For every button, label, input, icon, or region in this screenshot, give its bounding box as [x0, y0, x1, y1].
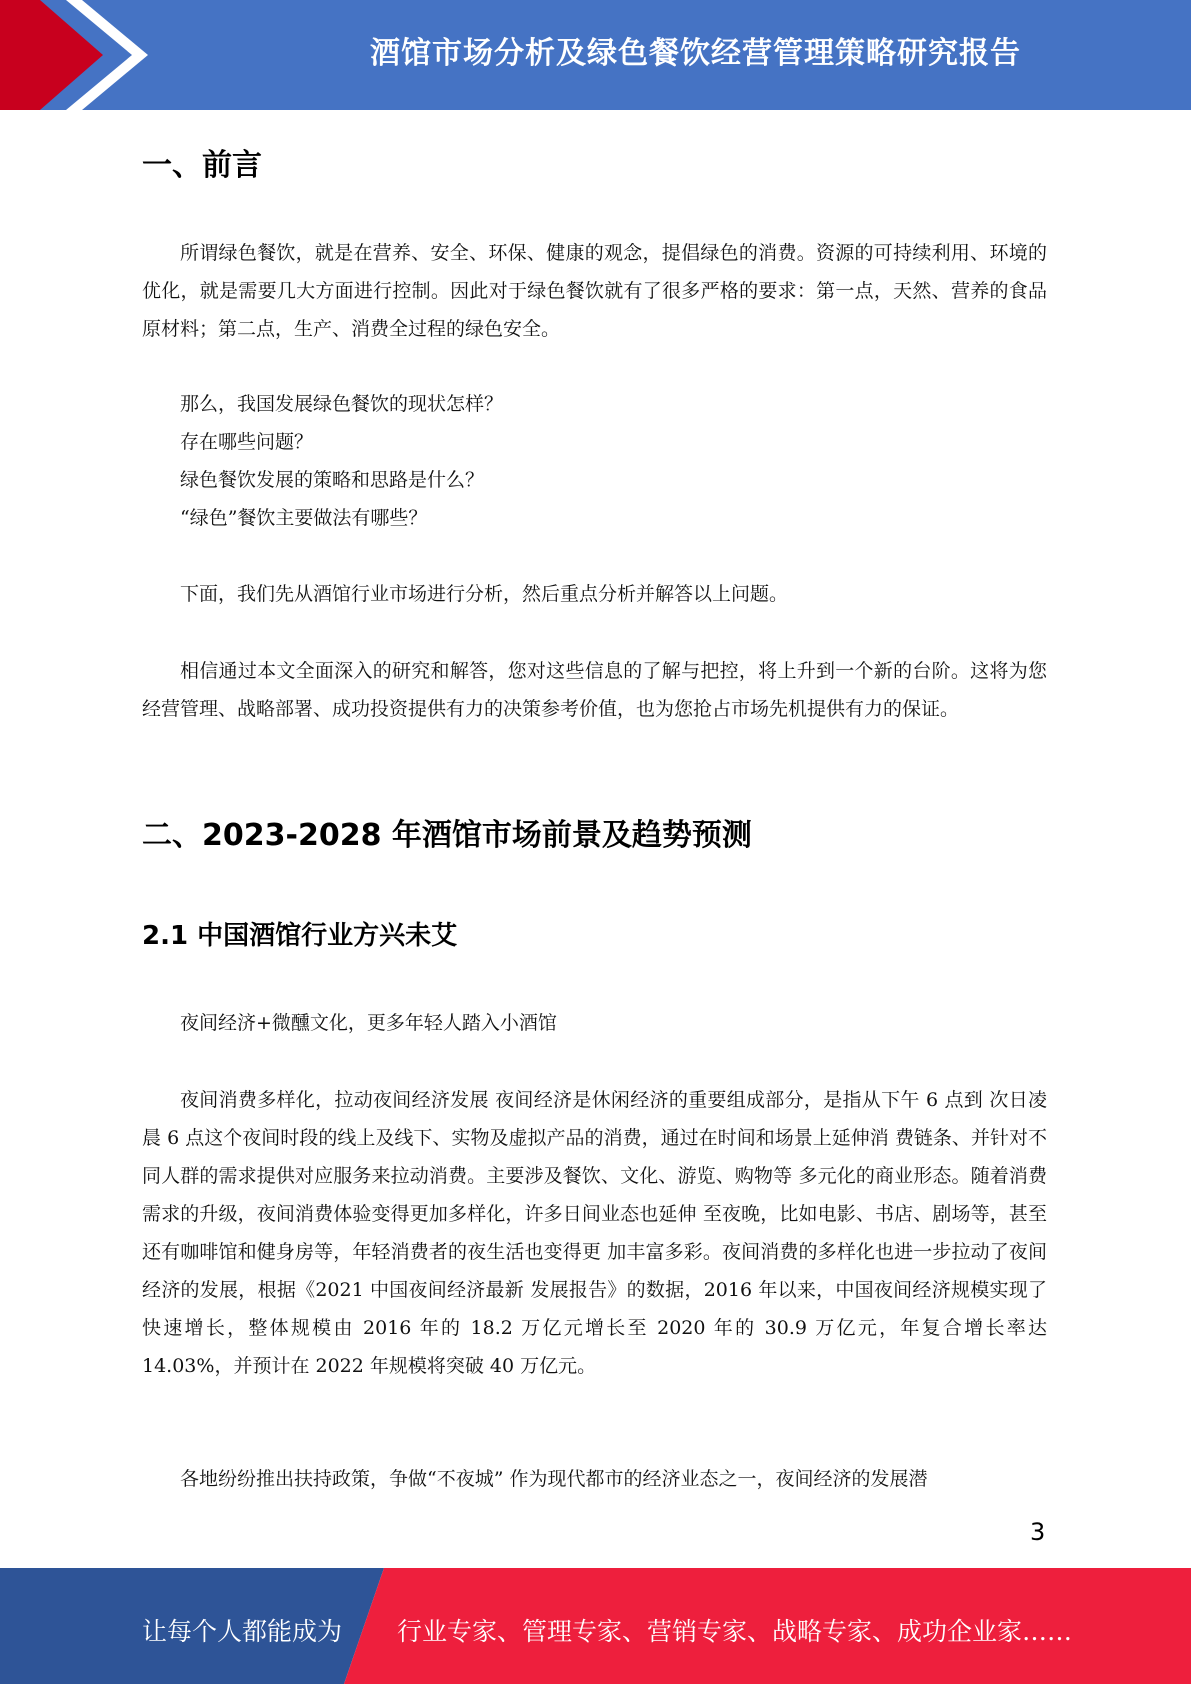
question-item: 绿色餐饮发展的策略和思路是什么？	[180, 469, 485, 491]
footer-slogan-right: 行业专家、管理专家、营销专家、战略专家、成功企业家……	[397, 1617, 1073, 1646]
subsection-paragraph-3: 各地纷纷推出扶持政策，争做“不夜城” 作为现代都市的经济业态之一，夜间经济的发展潜	[180, 1468, 928, 1490]
question-item: “绿色”餐饮主要做法有哪些？	[180, 507, 428, 529]
subsection-2-1-heading: 2.1 中国酒馆行业方兴未艾	[142, 921, 458, 951]
section1-paragraph-1: 所谓绿色餐饮，就是在营养、安全、环保、健康的观念，提倡绿色的消费。资源的可持续利用、环境的优化，就是需要几大方面进行控制。因此对于绿色餐饮就有了很多严格的要求：第一点，天然、营养的食品原材料；第二点，生产、消费全过程的绿色安全。	[142, 242, 1047, 340]
section1-heading: 一、前言	[142, 148, 262, 183]
subsection-paragraph-2: 夜间消费多样化，拉动夜间经济发展 夜间经济是休闲经济的重要组成部分，是指从下午 6 点到 次日凌晨 6 点这个夜间时段的线上及线下、实物及虚拟产品的消费，通过在时间和场景上延伸消 费链条、并针对不同人群的需求提供对应服务来拉动消费。主要涉及餐饮、文化、游览、购物等 多元化的商业形态。随着消费需求的升级，夜间消费体验变得更加多样化，许多日间业态也延伸 至夜晚，比如电影、书店、剧场等，甚至还有咖啡馆和健身房等，年轻消费者的夜生活也变得更 加丰富多彩。夜间消费的多样化也进一步拉动了夜间经济的发展，根据《2021 中国夜间经济最新 发展报告》的数据，2016 年以来，中国夜间经济规模实现了快速增长，整体规模由 2016 年的 18.2 万亿元增长至 2020 年的 30.9 万亿元，年复合增长率达 14.03%，并预计在 2022 年规模将突破 40 万亿元。	[142, 1089, 1047, 1377]
question-item: 存在哪些问题？	[180, 431, 314, 453]
page-number: 3	[1030, 1518, 1046, 1546]
header-banner	[0, 0, 1191, 110]
question-list	[142, 385, 1047, 537]
report-title: 酒馆市场分析及绿色餐饮经营管理策略研究报告	[370, 36, 1021, 71]
question-item: 那么，我国发展绿色餐饮的现状怎样？	[180, 393, 504, 415]
footer-banner	[0, 1568, 1191, 1684]
section1-paragraph-3: 相信通过本文全面深入的研究和解答，您对这些信息的了解与把控，将上升到一个新的台阶。这将为您经营管理、战略部署、成功投资提供有力的决策参考价值，也为您抢占市场先机提供有力的保证。	[142, 660, 1047, 720]
section1-paragraph-2: 下面，我们先从酒馆行业市场进行分析，然后重点分析并解答以上问题。	[180, 583, 789, 605]
section2-heading: 二、2023-2028 年酒馆市场前景及趋势预测	[142, 818, 752, 853]
subsection-paragraph-1: 夜间经济+微醺文化，更多年轻人踏入小酒馆	[180, 1012, 557, 1034]
footer-slogan-left: 让每个人都能成为	[142, 1617, 343, 1646]
